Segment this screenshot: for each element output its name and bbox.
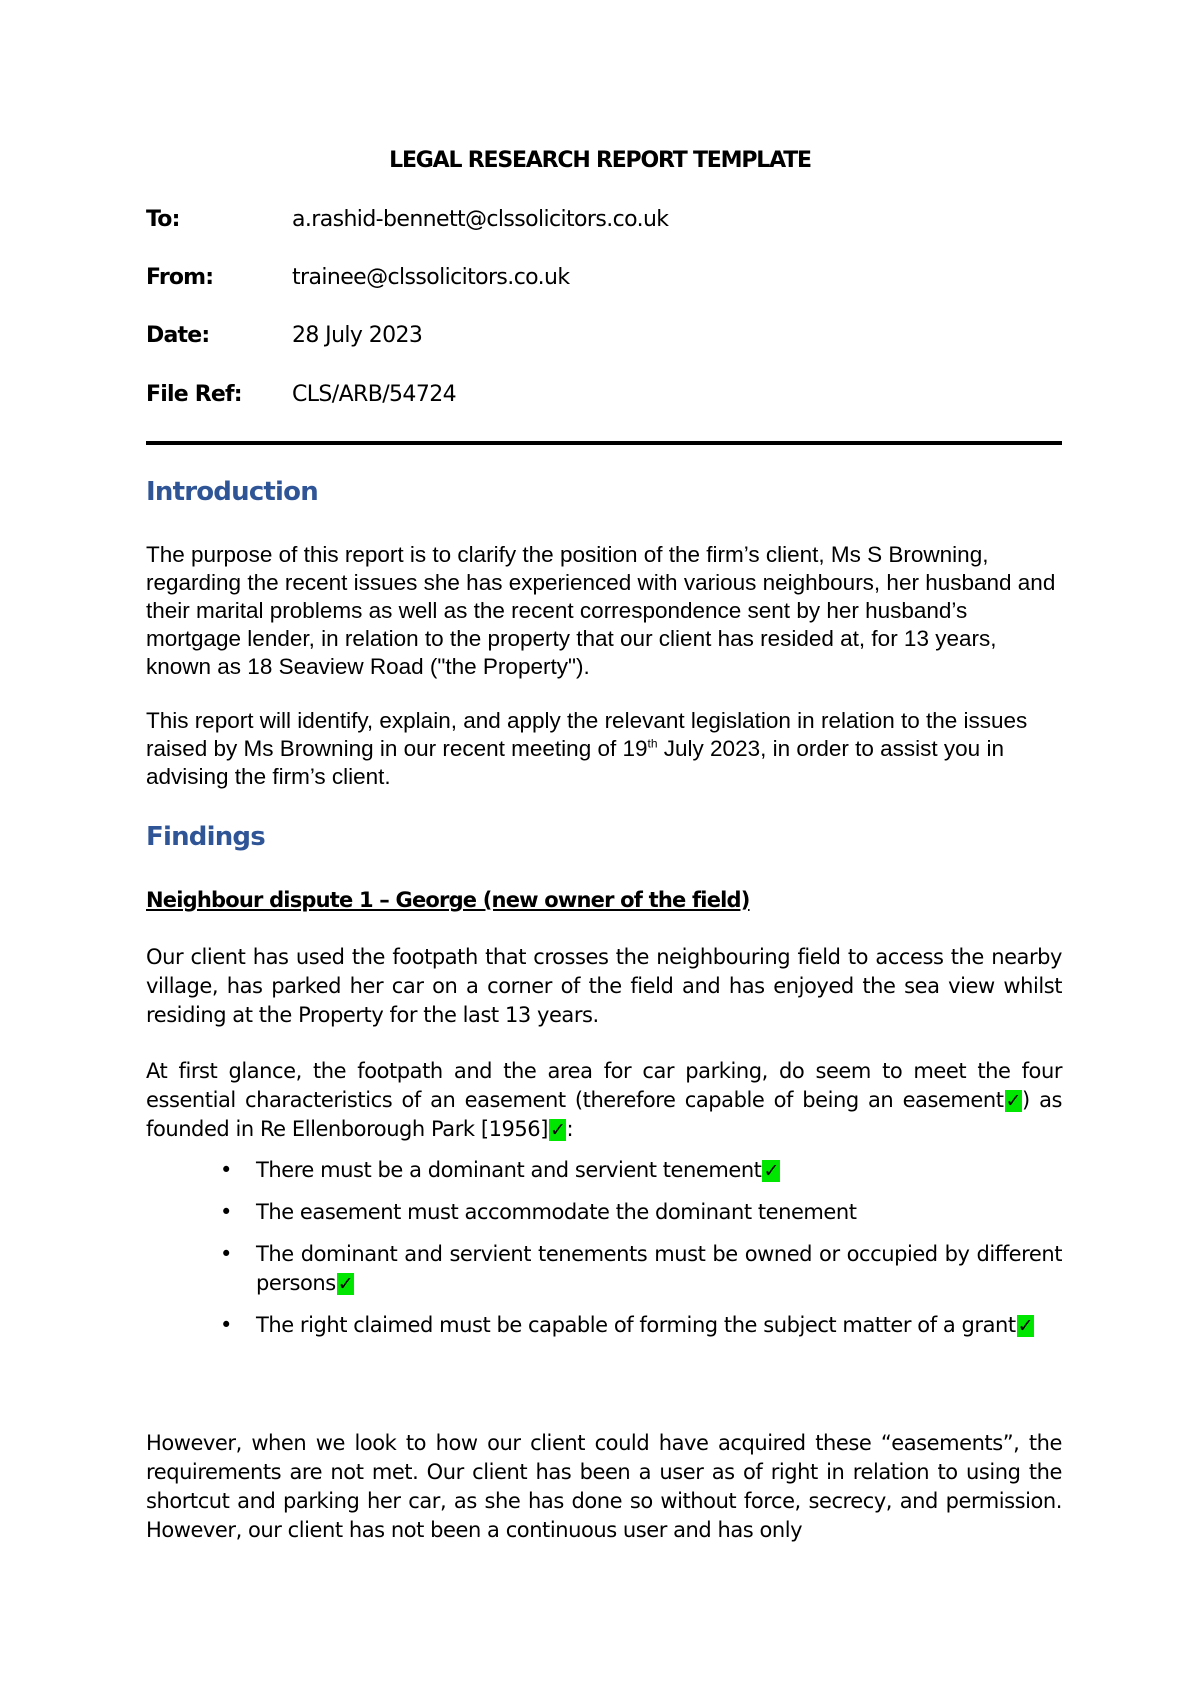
- list-item: • The easement must accommodate the dominant tenement: [146, 1198, 1062, 1227]
- document-title: LEGAL RESEARCH REPORT TEMPLATE: [389, 148, 811, 173]
- list-item: • The right claimed must be capable of forming the subject matter of a grant ✓: [146, 1311, 1062, 1340]
- introduction-heading: Introduction: [146, 477, 318, 507]
- easement-characteristics-list: [146, 1156, 1062, 1353]
- bullet-icon: •: [220, 1158, 232, 1182]
- header-ref-row: [146, 382, 1046, 412]
- findings-paragraph-3: However, when we look to how our client could have acquired these “easements”, the requirements are not met. Our client has been a user as of right in relation to using the shortcut and parking her car, as she has done so without force, secrecy, and permission. However, our client has not been a continuous user and has only: [146, 1431, 1062, 1542]
- tick-icon: ✓: [763, 1160, 779, 1182]
- bullet-icon: •: [220, 1313, 232, 1337]
- from-label: From:: [146, 265, 214, 290]
- date-value: 28 July 2023: [292, 323, 423, 348]
- file-ref-value: CLS/ARB/54724: [292, 382, 457, 407]
- header-divider: [146, 441, 1062, 445]
- list-item: • The dominant and servient tenements must be owned or occupied by different persons ✓: [220, 1242, 1062, 1295]
- findings-paragraph-1: Our client has used the footpath that crosses the neighbouring field to access the nearby village, has parked her car on a corner of the field and has enjoyed the sea view whilst residing at the Property for the last 13 years.: [146, 945, 1062, 1027]
- introduction-paragraph-1: The purpose of this report is to clarify the position of the firm’s client, Ms S Browning, regarding the recent issues she has experienced with various neighbours, her husband and their marital problems as well as the recent correspondence sent by her husband’s mortgage lender, in relation to the property that our client has resided at, for 13 years, known as 18 Seaview Road ("the Property").: [146, 542, 1056, 679]
- from-email: trainee@clssolicitors.co.uk: [292, 265, 570, 290]
- header-to-row: [146, 207, 1046, 237]
- findings-paragraph-2: At first glance, the footpath and the area for car parking, do seem to meet the four essential characteristics of an easement (therefore capable of being an easement ✓) as founded in Re Ellenborough Park [1956] ✓:: [146, 1059, 1062, 1141]
- header-from-row: [146, 265, 1046, 295]
- bullet-icon: •: [220, 1242, 232, 1266]
- findings-heading: Findings: [146, 822, 265, 852]
- tick-icon: ✓: [549, 1119, 566, 1141]
- tick-icon: ✓: [1017, 1315, 1034, 1337]
- bullet-icon: •: [220, 1200, 232, 1224]
- tick-icon: ✓: [1005, 1090, 1022, 1112]
- introduction-paragraph-2: This report will identify, explain, and apply the relevant legislation in relation to the issues raised by Ms Browning in our recent meeting of 19th July 2023, in order to assist you in advising the firm’s client.: [146, 708, 1028, 789]
- file-ref-label: File Ref:: [146, 382, 242, 407]
- header-date-row: [146, 323, 1046, 353]
- to-label: To:: [146, 207, 180, 232]
- neighbour-dispute-subheading: Neighbour dispute 1 – George (new owner of the field): [146, 888, 750, 912]
- list-item: • There must be a dominant and servient tenement ✓: [146, 1156, 1062, 1185]
- tick-icon: ✓: [337, 1273, 354, 1295]
- date-label: Date:: [146, 323, 210, 348]
- to-email: a.rashid-bennett@clssolicitors.co.uk: [292, 207, 669, 232]
